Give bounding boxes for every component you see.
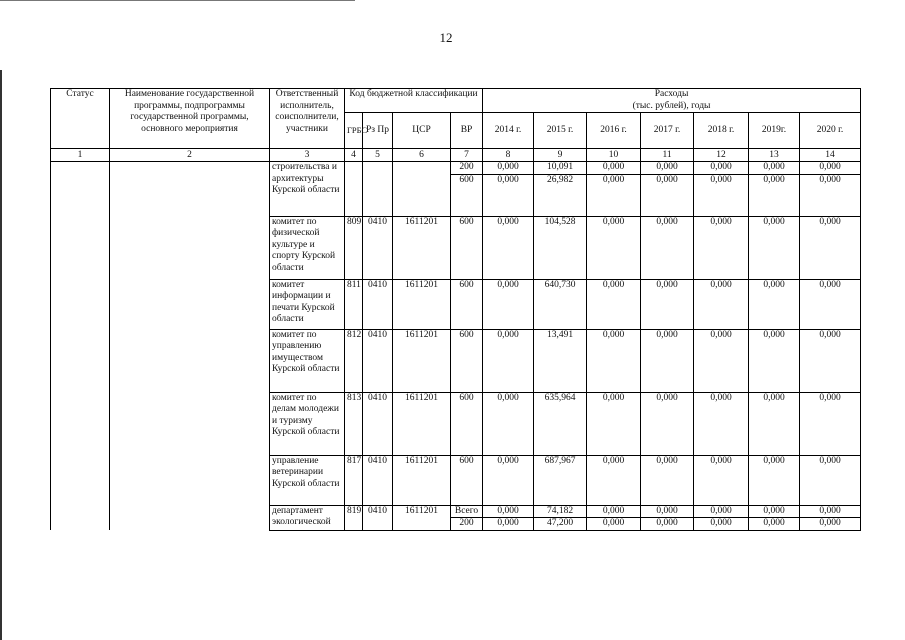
grbs-cell: 813 bbox=[345, 392, 363, 455]
executor-cell: управление ветеринарии Курской области bbox=[270, 455, 345, 505]
executor-cell: комитет по делам молодежи и туризму Курской области bbox=[270, 392, 345, 455]
rzpr-cell: 0410 bbox=[363, 216, 393, 279]
column-number-cell: 12 bbox=[694, 149, 749, 162]
executor-cell: комитет по физической культуре и спорту Курской области bbox=[270, 216, 345, 279]
expense-value-cell: 0,000 bbox=[694, 518, 749, 531]
expense-value-cell: 0,000 bbox=[694, 162, 749, 175]
expense-value-cell: 13,491 bbox=[534, 329, 587, 392]
csr-cell: 1611201 bbox=[393, 505, 451, 530]
header-year-2017: 2017 г. bbox=[641, 113, 694, 149]
header-rzpr: Рз Пр bbox=[363, 113, 393, 149]
expense-value-cell: 0,000 bbox=[587, 455, 641, 505]
vr-cell: 600 bbox=[451, 216, 483, 279]
rzpr-cell: 0410 bbox=[363, 505, 393, 530]
expense-value-cell: 0,000 bbox=[749, 174, 800, 216]
scan-edge bbox=[0, 70, 2, 640]
vr-cell: Всего bbox=[451, 505, 483, 518]
grbs-cell: 819 bbox=[345, 505, 363, 530]
expense-value-cell: 0,000 bbox=[641, 329, 694, 392]
column-number-cell: 11 bbox=[641, 149, 694, 162]
rzpr-cell: 0410 bbox=[363, 455, 393, 505]
expense-value-cell: 640,730 bbox=[534, 279, 587, 329]
expense-value-cell: 0,000 bbox=[800, 279, 861, 329]
expense-value-cell: 0,000 bbox=[694, 329, 749, 392]
csr-cell: 1611201 bbox=[393, 329, 451, 392]
expense-value-cell: 10,091 bbox=[534, 162, 587, 175]
vr-cell: 600 bbox=[451, 455, 483, 505]
header-csr: ЦСР bbox=[393, 113, 451, 149]
vr-cell: 600 bbox=[451, 279, 483, 329]
expense-value-cell: 0,000 bbox=[800, 329, 861, 392]
grbs-cell: 812 bbox=[345, 329, 363, 392]
header-year-2016: 2016 г. bbox=[587, 113, 641, 149]
expense-value-cell: 0,000 bbox=[587, 162, 641, 175]
expense-value-cell: 0,000 bbox=[641, 279, 694, 329]
expense-value-cell: 0,000 bbox=[694, 279, 749, 329]
rzpr-cell: 0410 bbox=[363, 329, 393, 392]
expense-value-cell: 0,000 bbox=[483, 216, 534, 279]
vr-cell: 200 bbox=[451, 162, 483, 175]
expense-value-cell: 687,967 bbox=[534, 455, 587, 505]
column-number-cell: 6 bbox=[393, 149, 451, 162]
expense-value-cell: 635,964 bbox=[534, 392, 587, 455]
header-status: Статус bbox=[51, 89, 110, 149]
expense-value-cell: 104,528 bbox=[534, 216, 587, 279]
expense-value-cell: 0,000 bbox=[483, 505, 534, 518]
rzpr-cell: 0410 bbox=[363, 392, 393, 455]
header-year-2018: 2018 г. bbox=[694, 113, 749, 149]
csr-cell bbox=[393, 162, 451, 217]
header-executor: Ответственный исполнитель, соисполнители, участники bbox=[270, 89, 345, 149]
expense-value-cell: 74,182 bbox=[534, 505, 587, 518]
table-body bbox=[51, 162, 861, 531]
expense-value-cell: 26,982 bbox=[534, 174, 587, 216]
column-number-row bbox=[51, 149, 861, 162]
vr-cell: 200 bbox=[451, 518, 483, 531]
rzpr-cell: 0410 bbox=[363, 279, 393, 329]
program-name-cell bbox=[110, 162, 270, 531]
expense-value-cell: 0,000 bbox=[800, 455, 861, 505]
column-number-cell: 10 bbox=[587, 149, 641, 162]
header-expenses-unit: (тыс. рублей), годы bbox=[632, 100, 711, 111]
grbs-cell: 817 bbox=[345, 455, 363, 505]
expense-value-cell: 0,000 bbox=[749, 162, 800, 175]
column-number-cell: 3 bbox=[270, 149, 345, 162]
grbs-cell bbox=[345, 162, 363, 217]
expense-value-cell: 0,000 bbox=[800, 162, 861, 175]
column-number-cell: 4 bbox=[345, 149, 363, 162]
expense-value-cell: 0,000 bbox=[483, 455, 534, 505]
executor-cell: департамент экологической bbox=[270, 505, 345, 530]
expense-value-cell: 0,000 bbox=[587, 518, 641, 531]
column-number-cell: 14 bbox=[800, 149, 861, 162]
expense-value-cell: 0,000 bbox=[694, 455, 749, 505]
expense-value-cell: 0,000 bbox=[800, 174, 861, 216]
vr-cell: 600 bbox=[451, 174, 483, 216]
column-number-cell: 8 bbox=[483, 149, 534, 162]
expense-value-cell: 0,000 bbox=[641, 392, 694, 455]
column-number-cell: 7 bbox=[451, 149, 483, 162]
vr-cell: 600 bbox=[451, 329, 483, 392]
grbs-cell: 811 bbox=[345, 279, 363, 329]
csr-cell: 1611201 bbox=[393, 455, 451, 505]
header-vr: ВР bbox=[451, 113, 483, 149]
rzpr-cell bbox=[363, 162, 393, 217]
column-number-cell: 5 bbox=[363, 149, 393, 162]
expense-value-cell: 0,000 bbox=[800, 518, 861, 531]
expense-value-cell: 0,000 bbox=[694, 505, 749, 518]
expense-value-cell: 0,000 bbox=[483, 174, 534, 216]
expense-value-cell: 0,000 bbox=[694, 216, 749, 279]
grbs-cell: 809 bbox=[345, 216, 363, 279]
column-number-cell: 13 bbox=[749, 149, 800, 162]
expense-value-cell: 0,000 bbox=[641, 518, 694, 531]
expense-value-cell: 0,000 bbox=[483, 279, 534, 329]
expense-value-cell: 0,000 bbox=[587, 174, 641, 216]
expense-value-cell: 0,000 bbox=[749, 329, 800, 392]
column-number-cell: 9 bbox=[534, 149, 587, 162]
expense-value-cell: 0,000 bbox=[749, 392, 800, 455]
expense-value-cell: 0,000 bbox=[641, 162, 694, 175]
csr-cell: 1611201 bbox=[393, 392, 451, 455]
budget-table bbox=[50, 88, 861, 531]
expense-value-cell: 0,000 bbox=[749, 518, 800, 531]
executor-cell: строительства и архитектуры Курской области bbox=[270, 162, 345, 217]
expense-value-cell: 0,000 bbox=[483, 518, 534, 531]
expense-value-cell: 0,000 bbox=[694, 174, 749, 216]
executor-cell: комитет информации и печати Курской области bbox=[270, 279, 345, 329]
expense-value-cell: 0,000 bbox=[483, 162, 534, 175]
table-row bbox=[51, 162, 861, 175]
column-number-cell: 2 bbox=[110, 149, 270, 162]
expense-value-cell: 0,000 bbox=[694, 392, 749, 455]
vr-cell: 600 bbox=[451, 392, 483, 455]
expense-value-cell: 0,000 bbox=[587, 216, 641, 279]
expense-value-cell: 0,000 bbox=[800, 505, 861, 518]
expense-value-cell: 0,000 bbox=[587, 392, 641, 455]
expense-value-cell: 0,000 bbox=[483, 392, 534, 455]
top-rule bbox=[0, 0, 355, 1]
header-year-2015: 2015 г. bbox=[534, 113, 587, 149]
executor-cell: комитет по управлению имуществом Курской области bbox=[270, 329, 345, 392]
csr-cell: 1611201 bbox=[393, 279, 451, 329]
column-number-cell: 1 bbox=[51, 149, 110, 162]
expense-value-cell: 0,000 bbox=[483, 329, 534, 392]
header-expenses bbox=[483, 89, 861, 113]
header-year-2014: 2014 г. bbox=[483, 113, 534, 149]
expense-value-cell: 0,000 bbox=[587, 505, 641, 518]
page-number: 12 bbox=[439, 30, 453, 45]
expense-value-cell: 0,000 bbox=[800, 216, 861, 279]
expense-value-cell: 0,000 bbox=[749, 455, 800, 505]
expense-value-cell: 0,000 bbox=[587, 279, 641, 329]
expense-value-cell: 0,000 bbox=[641, 455, 694, 505]
header-expenses-title: Расходы bbox=[654, 89, 689, 99]
expense-value-cell: 0,000 bbox=[800, 392, 861, 455]
expense-value-cell: 0,000 bbox=[641, 505, 694, 518]
status-cell bbox=[51, 162, 110, 531]
expense-value-cell: 0,000 bbox=[749, 216, 800, 279]
csr-cell: 1611201 bbox=[393, 216, 451, 279]
header-budget-code: Код бюджетной классификации bbox=[345, 89, 483, 113]
header-year-2020: 2020 г. bbox=[800, 113, 861, 149]
expense-value-cell: 0,000 bbox=[749, 279, 800, 329]
expense-value-cell: 0,000 bbox=[749, 505, 800, 518]
expense-value-cell: 0,000 bbox=[587, 329, 641, 392]
header-name: Наименование государственной программы, подпрограммы государственной программы, основного мероприятия bbox=[110, 89, 270, 149]
expense-value-cell: 0,000 bbox=[641, 216, 694, 279]
expense-value-cell: 0,000 bbox=[641, 174, 694, 216]
header-grbs: ГРБС bbox=[345, 113, 363, 149]
header-year-2019: 2019г. bbox=[749, 113, 800, 149]
expense-value-cell: 47,200 bbox=[534, 518, 587, 531]
